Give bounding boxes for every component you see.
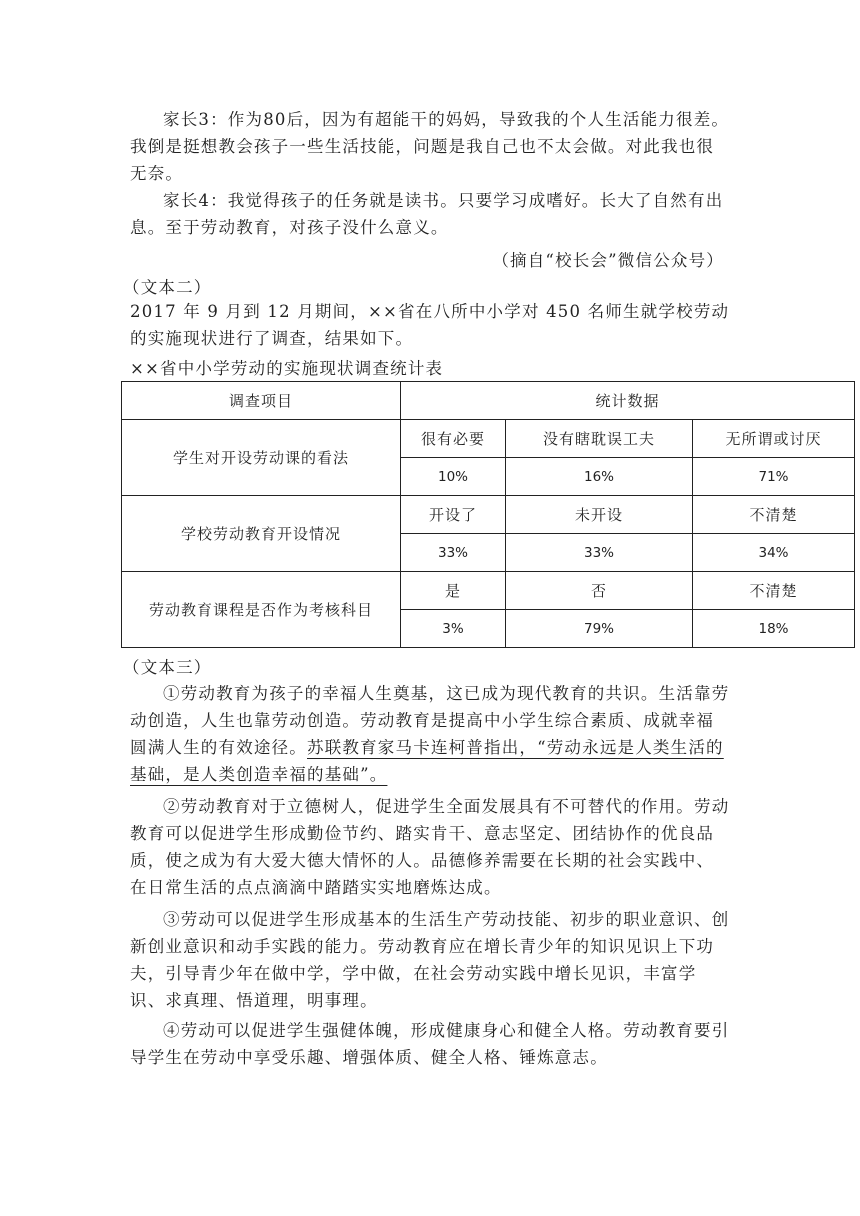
table-option-cell: 没有瞎耽误工夫 (506, 420, 693, 458)
survey-table (121, 381, 855, 648)
table-item-cell: 学校劳动教育开设情况 (122, 496, 401, 572)
table-value-cell: 18% (693, 610, 855, 648)
table-item-cell: 劳动教育课程是否作为考核科目 (122, 572, 401, 648)
table-option-cell: 否 (506, 572, 693, 610)
table-value-cell: 16% (506, 458, 693, 496)
table-value-cell: 33% (506, 534, 693, 572)
table-option-cell: 未开设 (506, 496, 693, 534)
parent4-paragraph: 家长4：我觉得孩子的任务就是读书。只要学习成嗜好。长大了自然有出息。至于劳动教育，对孩子没什么意义。 (130, 191, 724, 237)
table-option-cell: 无所谓或讨厌 (693, 420, 855, 458)
parent3-paragraph: 家长3：作为80后，因为有超能干的妈妈，导致我的个人生活能力很差。我倒是挺想教会孩子一些生活技能，问题是我自己也不太会做。对此我也很无奈。 (130, 110, 730, 183)
text3-paragraph-2: ②劳动教育对于立德树人，促进学生全面发展具有不可替代的作用。劳动教育可以促进学生形成勤俭节约、踏实肯干、意志坚定、团结协作的优良品质，使之成为有大爱大德大情怀的人。品德修养需要在长期的社会实践中、在日常生活的点点滴滴中踏踏实实地磨炼达成。 (130, 797, 730, 897)
table-row (122, 496, 855, 534)
text3-label: （文本三） (123, 658, 212, 677)
table-option-cell: 很有必要 (401, 420, 506, 458)
table-option-cell: 是 (401, 572, 506, 610)
table-title: ××省中小学劳动的实施现状调查统计表 (130, 359, 444, 378)
table-row (122, 572, 855, 610)
table-value-cell: 79% (506, 610, 693, 648)
table-option-cell: 开设了 (401, 496, 506, 534)
table-item-cell: 学生对开设劳动课的看法 (122, 420, 401, 496)
text3-paragraph-3: ③劳动可以促进学生形成基本的生活生产劳动技能、初步的职业意识、创新创业意识和动手实践的能力。劳动教育应在增长青少年的知识见识上下功夫，引导青少年在做中学，学中做，在社会劳动实践中增长见识，丰富学识、求真理、悟道理，明事理。 (130, 910, 730, 1010)
table-header-item: 调查项目 (122, 382, 401, 420)
survey-intro: 2017 年 9 月到 12 月期间，××省在八所中小学对 450 名师生就学校劳动的实施现状进行了调查，结果如下。 (130, 302, 730, 348)
table-value-cell: 10% (401, 458, 506, 496)
text2-label: （文本二） (123, 278, 212, 297)
table-row (122, 420, 855, 458)
paragraph-1-text: ①劳动教育为孩子的幸福人生奠基，这已成为现代教育的共识。生活靠劳动创造，人生也靠劳动创造。劳动教育是提高中小学生综合素质、成就幸福圆满人生的有效途径。 (130, 684, 730, 757)
source-note: （摘自“校长会”微信公众号） (492, 251, 724, 270)
table-value-cell: 3% (401, 610, 506, 648)
text3-paragraph-4: ④劳动可以促进学生强健体魄，形成健康身心和健全人格。劳动教育要引导学生在劳动中享受乐趣、增强体质、健全人格、锤炼意志。 (130, 1021, 730, 1067)
table-option-cell: 不清楚 (693, 496, 855, 534)
text3-paragraph-1 (130, 680, 730, 788)
table-value-cell: 71% (693, 458, 855, 496)
table-value-cell: 33% (401, 534, 506, 572)
table-value-cell: 34% (693, 534, 855, 572)
table-header-stats: 统计数据 (401, 382, 855, 420)
table-option-cell: 不清楚 (693, 572, 855, 610)
underlined-quote: 苏联教育家马卡连柯普指出，“劳动永远是人类生活的基础，是人类创造幸福的基础”。 (130, 738, 724, 784)
